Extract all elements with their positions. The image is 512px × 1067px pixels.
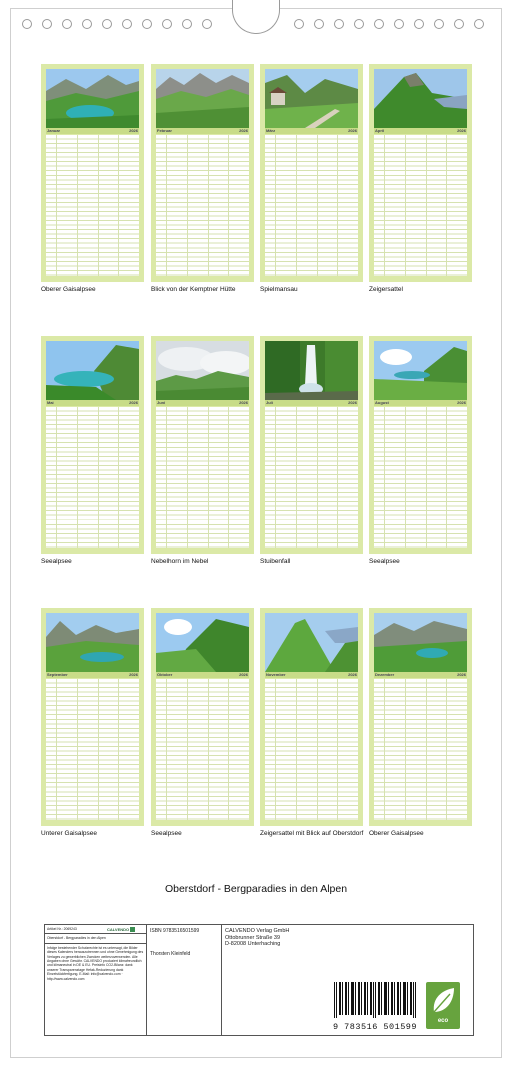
photo-caption: Zeigersattel [369, 286, 403, 293]
month-card [41, 608, 144, 826]
product-title: Oberstdorf - Bergparadies in den Alpen [47, 936, 106, 941]
month-february [151, 64, 254, 293]
day-grid [374, 679, 467, 820]
month-year: 2026 [129, 672, 138, 677]
month-photo [265, 613, 358, 672]
day-grid [265, 135, 358, 276]
barcode-bars [330, 982, 420, 1018]
month-name: Februar [157, 128, 172, 133]
month-photo [156, 341, 249, 400]
month-name: Oktober [157, 672, 173, 677]
author: Thorsten Kleinfeld [150, 951, 191, 957]
binding-hole [82, 19, 92, 29]
month-name: Januar [47, 128, 61, 133]
month-card [369, 336, 472, 554]
binding-hole [474, 19, 484, 29]
article-number: Artikel Nr.: 2069243 [47, 927, 77, 931]
month-card [151, 608, 254, 826]
photo-caption: Spielmansau [260, 286, 298, 293]
binding-hole [354, 19, 364, 29]
binding-holes [0, 0, 512, 40]
month-october [151, 608, 254, 837]
month-card [260, 64, 363, 282]
month-name: Juli [266, 400, 273, 405]
month-photo [374, 341, 467, 400]
day-grid [46, 135, 139, 276]
month-photo [374, 613, 467, 672]
month-june [151, 336, 254, 565]
month-january [41, 64, 144, 293]
month-card [369, 608, 472, 826]
photo-caption: Stuibenfall [260, 558, 291, 565]
month-header [374, 128, 467, 134]
month-year: 2026 [239, 400, 248, 405]
binding-hole [102, 19, 112, 29]
binding-hole [62, 19, 72, 29]
month-name: Mai [47, 400, 54, 405]
binding-hole [374, 19, 384, 29]
binding-hole [202, 19, 212, 29]
binding-hole [122, 19, 132, 29]
photo-caption: Unterer Gaisalpsee [41, 830, 97, 837]
publisher-name: CALVENDO Verlag GmbH [225, 928, 290, 934]
binding-hole [454, 19, 464, 29]
month-header [374, 672, 467, 678]
day-grid [46, 679, 139, 820]
month-july [260, 336, 363, 565]
month-card [41, 64, 144, 282]
photo-caption: Seealpsee [41, 558, 72, 565]
month-card [260, 608, 363, 826]
imprint-column-isbn [147, 925, 222, 1035]
month-photo [156, 69, 249, 128]
month-card [151, 64, 254, 282]
publisher-street: Ottobrunner Straße 39 [225, 934, 281, 941]
binding-hole [394, 19, 404, 29]
month-september [41, 608, 144, 837]
binding-hole [294, 19, 304, 29]
month-november [260, 608, 364, 837]
day-grid [46, 407, 139, 548]
month-april [369, 64, 472, 293]
photo-caption: Oberer Gaisalpsee [369, 830, 424, 837]
eco-label: eco [437, 1018, 449, 1024]
month-header [46, 672, 139, 678]
photo-caption: Nebelhorn im Nebel [151, 558, 209, 565]
month-march [260, 64, 363, 293]
month-photo [156, 613, 249, 672]
month-header [156, 128, 249, 134]
month-card [369, 64, 472, 282]
month-year: 2026 [457, 128, 466, 133]
month-card [260, 336, 363, 554]
month-may [41, 336, 144, 565]
month-name: August [375, 400, 389, 405]
calvendo-logo [107, 927, 145, 935]
month-august [369, 336, 472, 565]
month-header [46, 400, 139, 406]
month-photo [46, 69, 139, 128]
day-grid [156, 407, 249, 548]
photo-caption: Oberer Gaisalpsee [41, 286, 96, 293]
month-name: Dezember [375, 672, 395, 677]
binding-hole [182, 19, 192, 29]
day-grid [374, 135, 467, 276]
binding-hole [314, 19, 324, 29]
month-header [265, 672, 358, 678]
day-grid [156, 679, 249, 820]
month-year: 2026 [348, 400, 357, 405]
binding-hole [142, 19, 152, 29]
month-header [156, 672, 249, 678]
month-header [156, 400, 249, 406]
month-december [369, 608, 472, 837]
hanger-cutout [232, 0, 280, 34]
month-year: 2026 [239, 128, 248, 133]
month-photo [46, 341, 139, 400]
month-photo [374, 69, 467, 128]
publisher-city: D-82008 Unterhaching [225, 941, 281, 948]
barcode-number: 9 783516 501599 [332, 1022, 417, 1032]
day-grid [265, 407, 358, 548]
month-header [265, 400, 358, 406]
day-grid [156, 135, 249, 276]
binding-hole [42, 19, 52, 29]
legal-text: Infolge bestehender Schutzrechte ist es untersagt, die Bilder dieses Kalenders herauszutrennen und ohne Genehmigung des Verlages zu gewerblichen Zwecken weiterzuverwenden. Alle Angaben ohne Gewähr. CALVENDO produziert klimafreundlich und klimaneutral in DE & EU. Preisinfo CO2-Bilanz: dank unserer Transparenztage Hefak-Reduzierung dank Einzelstückfertigung. E-Mail: info@calvendo.com · http://www.calvendo.com [47, 945, 144, 981]
photo-caption: Seealpsee [369, 558, 400, 565]
photo-caption: Seealpsee [151, 830, 182, 837]
imprint-column-publisher [222, 925, 318, 1035]
month-photo [265, 341, 358, 400]
month-photo [265, 69, 358, 128]
month-header [374, 400, 467, 406]
month-year: 2026 [457, 672, 466, 677]
day-grid [265, 679, 358, 820]
month-name: Juni [157, 400, 166, 405]
photo-caption: Blick von der Kemptner Hütte [151, 286, 236, 293]
month-name: April [375, 128, 385, 133]
month-name: März [266, 128, 276, 133]
month-card [151, 336, 254, 554]
brand-name: CALVENDO [107, 927, 130, 932]
month-year: 2026 [129, 400, 138, 405]
month-name: November [266, 672, 286, 677]
month-header [46, 128, 139, 134]
month-year: 2026 [348, 128, 357, 133]
month-photo [46, 613, 139, 672]
month-name: September [47, 672, 68, 677]
month-year: 2026 [348, 672, 357, 677]
binding-hole [162, 19, 172, 29]
calendar-title: Oberstdorf - Bergparadies in den Alpen [164, 883, 348, 895]
month-year: 2026 [129, 128, 138, 133]
month-header [265, 128, 358, 134]
month-year: 2026 [239, 672, 248, 677]
month-year: 2026 [457, 400, 466, 405]
photo-caption: Zeigersattel mit Blick auf Oberstdorf [260, 830, 364, 837]
binding-hole [434, 19, 444, 29]
binding-hole [334, 19, 344, 29]
imprint-column-product [45, 925, 147, 1035]
binding-hole [22, 19, 32, 29]
binding-hole [414, 19, 424, 29]
isbn: ISBN 9783516501599 [150, 928, 200, 934]
day-grid [374, 407, 467, 548]
month-card [41, 336, 144, 554]
